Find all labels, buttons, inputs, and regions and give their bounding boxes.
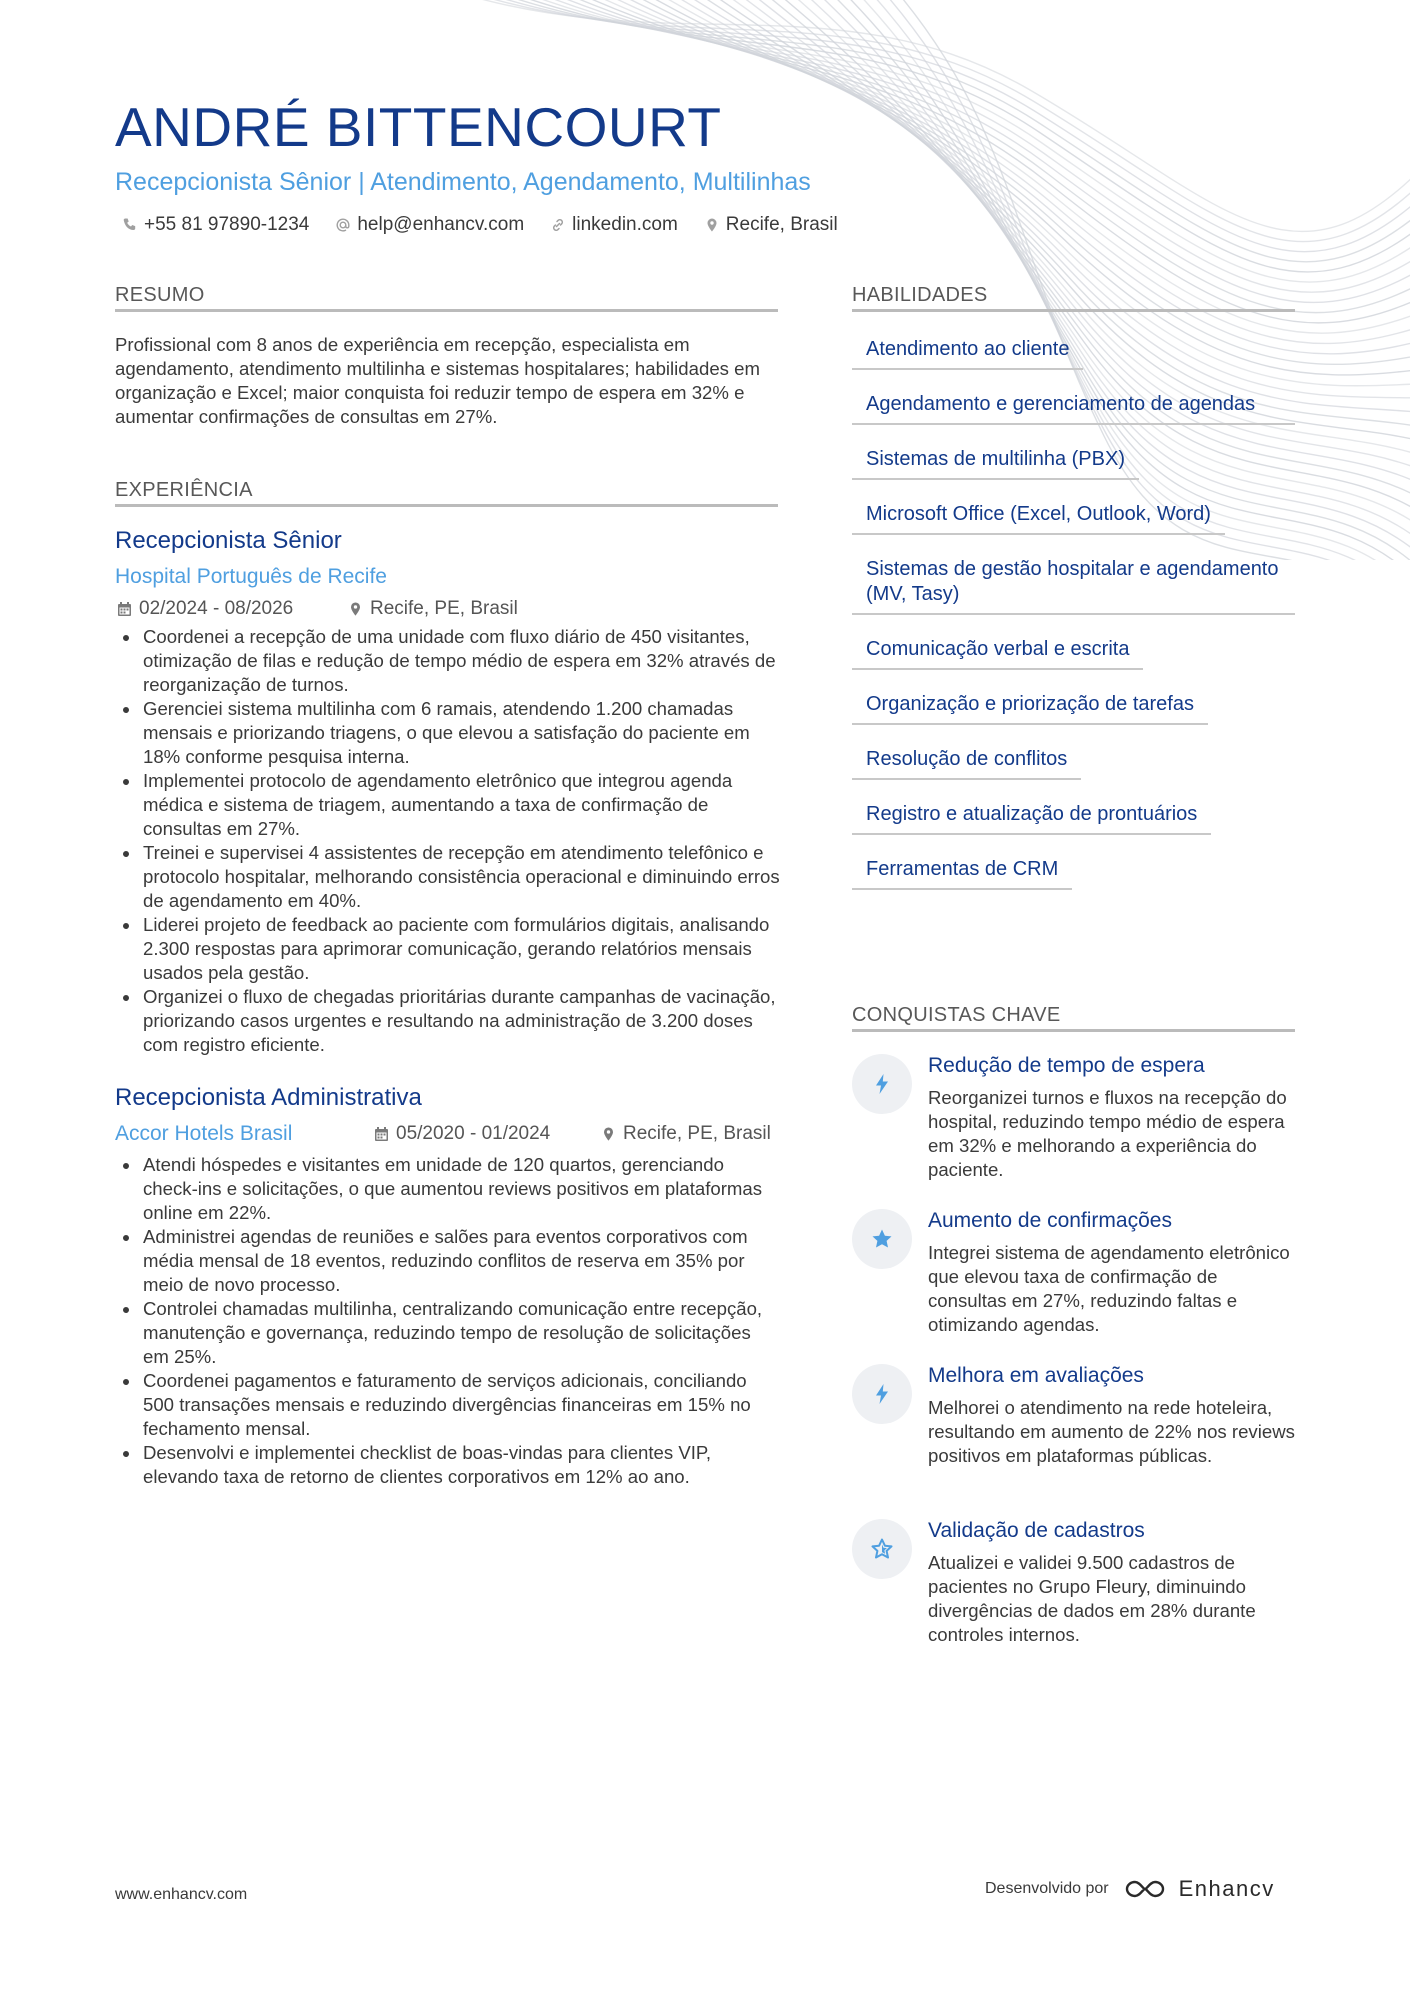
footer-branding[interactable] — [985, 1876, 1275, 1902]
job-location-text: Recife, PE, Brasil — [623, 1123, 771, 1144]
job-dates-text: 05/2020 - 01/2024 — [396, 1123, 551, 1144]
achievement-icon-badge — [852, 1054, 912, 1114]
achievement-description: Melhorei o atendimento na rede hoteleira, resultando em aumento de 22% nos reviews positivos em plataformas públicas. — [928, 1397, 1295, 1466]
bolt-icon — [870, 1072, 894, 1096]
achievements-heading: CONQUISTAS CHAVE — [852, 1004, 1295, 1032]
bullet-item: Organizei o fluxo de chegadas prioritárias durante campanhas de vacinação, priorizando casos urgentes e resultando na administração de 3.200 doses com registro eficiente. — [115, 985, 780, 1057]
company-name: Accor Hotels Brasil — [115, 1122, 293, 1145]
company-name: Hospital Português de Recife — [115, 565, 387, 588]
achievement-title: Validação de cadastros — [928, 1519, 1145, 1542]
linkedin-text: linkedin.com — [572, 214, 678, 235]
footer-website-link[interactable]: www.enhancv.com — [115, 1886, 248, 1903]
skill-tag: Registro e atualização de prontuários — [852, 798, 1211, 835]
phone-text: +55 81 97890-1234 — [144, 214, 310, 235]
skill-tag: Organização e priorização de tarefas — [852, 688, 1208, 725]
job-bullets — [115, 1153, 780, 1489]
map-pin-icon — [704, 217, 720, 233]
achievement-title: Melhora em avaliações — [928, 1364, 1144, 1387]
skill-tag: Agendamento e gerenciamento de agendas — [852, 388, 1295, 425]
achievement-icon-badge — [852, 1519, 912, 1579]
skill-tag: Sistemas de multilinha (PBX) — [852, 443, 1139, 480]
phone-icon — [122, 217, 138, 233]
bullet-item: Treinei e supervisei 4 assistentes de recepção em atendimento telefônico e protocolo hospitalar, melhorando consistência operacional e diminuindo erros de agendamento em 40%. — [115, 841, 780, 913]
enhancv-logo-icon — [1121, 1876, 1169, 1902]
job-bullets — [115, 625, 780, 1057]
skills-heading: HABILIDADES — [852, 284, 1295, 312]
skill-tag: Atendimento ao cliente — [852, 333, 1083, 370]
contact-bar — [122, 214, 838, 236]
job-location — [601, 1123, 771, 1145]
skill-tag: Resolução de conflitos — [852, 743, 1081, 780]
job-location-text: Recife, PE, Brasil — [370, 598, 518, 619]
job-dates — [374, 1123, 550, 1145]
job-location — [348, 598, 518, 620]
calendar-icon — [374, 1126, 389, 1142]
bullet-item: Coordenei pagamentos e faturamento de serviços adicionais, conciliando 500 transações mensais e reduzindo divergências financeiras em 15% no fechamento mensal. — [115, 1369, 780, 1441]
bullet-item: Controlei chamadas multilinha, centralizando comunicação entre recepção, manutenção e governança, reduzindo tempo de resolução de solicitações em 25%. — [115, 1297, 780, 1369]
skill-tag: Sistemas de gestão hospitalar e agendamento (MV, Tasy) — [852, 553, 1295, 615]
achievement-description: Reorganizei turnos e fluxos na recepção do hospital, reduzindo tempo médio de espera em 32% e melhorando a experiência do paciente. — [928, 1087, 1287, 1180]
achievement-description: Integrei sistema de agendamento eletrônico que elevou taxa de confirmação de consultas em 27%, reduzindo faltas e otimizando agendas. — [928, 1242, 1290, 1335]
bullet-item: Implementei protocolo de agendamento eletrônico que integrou agenda médica e sistema de triagem, aumentando a taxa de confirmação de consultas em 27%. — [115, 769, 780, 841]
candidate-name: ANDRÉ BITTENCOURT — [115, 96, 722, 158]
email-text: help@enhancv.com — [357, 214, 525, 235]
summary-heading: RESUMO — [115, 284, 778, 312]
contact-location — [704, 214, 838, 236]
star-outline-icon — [870, 1537, 894, 1561]
footer-built-with-label: Desenvolvido por — [985, 1880, 1109, 1897]
achievement-title: Redução de tempo de espera — [928, 1054, 1205, 1077]
experience-heading: EXPERIÊNCIA — [115, 479, 778, 507]
enhancv-logo — [1121, 1876, 1275, 1902]
star-icon — [870, 1227, 894, 1251]
bullet-item: Coordenei a recepção de uma unidade com fluxo diário de 450 visitantes, otimização de filas e redução de tempo médio de espera em 32% através de reorganização de turnos. — [115, 625, 780, 697]
bullet-item: Atendi hóspedes e visitantes em unidade de 120 quartos, gerenciando check-ins e solicitações, o que aumentou reviews positivos em plataformas online em 22%. — [115, 1153, 780, 1225]
map-pin-icon — [601, 1126, 616, 1142]
achievement-description: Atualizei e validei 9.500 cadastros de pacientes no Grupo Fleury, diminuindo divergências de dados em 28% durante controles internos. — [928, 1552, 1256, 1645]
candidate-headline: Recepcionista Sênior | Atendimento, Agendamento, Multilinhas — [115, 168, 811, 196]
bullet-item: Liderei projeto de feedback ao paciente com formulários digitais, analisando 2.300 respostas para aprimorar comunicação, gerando relatórios mensais usados pela gestão. — [115, 913, 780, 985]
link-icon — [550, 217, 566, 233]
calendar-icon — [117, 601, 132, 617]
at-icon — [335, 217, 351, 233]
bullet-item: Gerenciei sistema multilinha com 6 ramais, atendendo 1.200 chamadas mensais e priorizando triagens, o que elevou a satisfação do paciente em 18% conforme pesquisa interna. — [115, 697, 780, 769]
enhancv-logo-text: Enhancv — [1178, 1876, 1275, 1901]
map-pin-icon — [348, 601, 363, 617]
bullet-item: Administrei agendas de reuniões e salões para eventos corporativos com média mensal de 18 eventos, reduzindo conflitos de reserva em 35% por meio de novo processo. — [115, 1225, 780, 1297]
skill-tag: Comunicação verbal e escrita — [852, 633, 1143, 670]
contact-email[interactable] — [335, 214, 524, 236]
achievement-title: Aumento de confirmações — [928, 1209, 1172, 1232]
achievement-icon-badge — [852, 1364, 912, 1424]
contact-linkedin[interactable] — [550, 214, 678, 236]
job-dates-text: 02/2024 - 08/2026 — [139, 598, 294, 619]
location-text: Recife, Brasil — [725, 214, 838, 235]
bullet-item: Desenvolvi e implementei checklist de boas-vindas para clientes VIP, elevando taxa de retorno de clientes corporativos em 12% ao ano. — [115, 1441, 780, 1489]
achievement-icon-badge — [852, 1209, 912, 1269]
job-title: Recepcionista Sênior — [115, 527, 342, 554]
job-dates — [117, 598, 293, 620]
skill-tag: Ferramentas de CRM — [852, 853, 1072, 890]
skills-list — [852, 333, 1295, 908]
job-title: Recepcionista Administrativa — [115, 1084, 422, 1111]
bolt-icon — [870, 1382, 894, 1406]
skill-tag: Microsoft Office (Excel, Outlook, Word) — [852, 498, 1225, 535]
summary-text: Profissional com 8 anos de experiência em recepção, especialista em agendamento, atendimento multilinha e sistemas hospitalares; habilidades em organização e Excel; maior conquista foi reduzir tempo de espera em 32% e aumentar confirmações de consultas em 27%. — [115, 334, 760, 427]
contact-phone[interactable] — [122, 214, 309, 236]
